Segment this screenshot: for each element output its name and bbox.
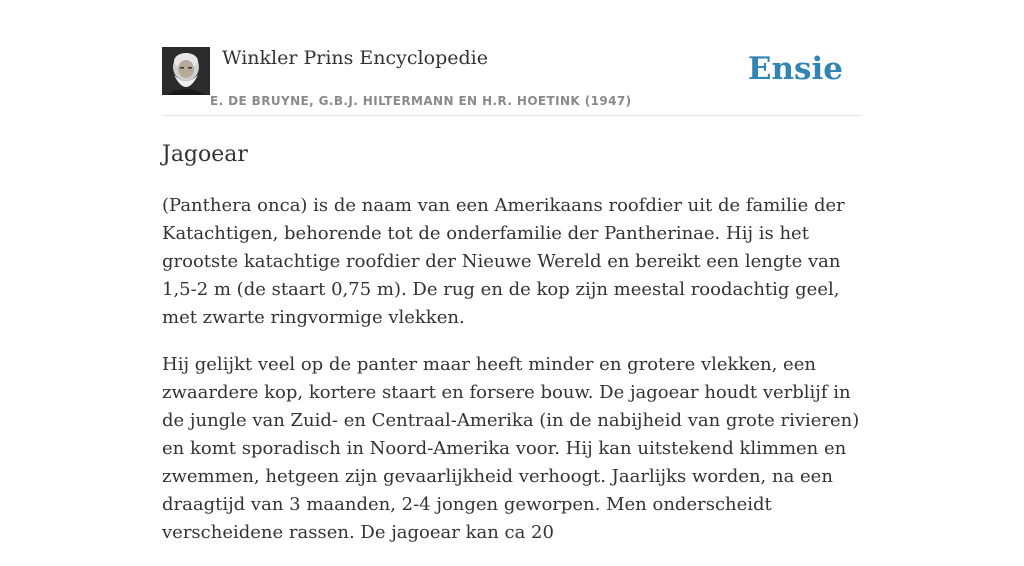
article-paragraph: Hij gelijkt veel op de panter maar heeft minder en grotere vlekken, een zwaardere kop, kortere staart en forsere bouw. De jagoear houdt verblijf in de jungle van Zuid- en Centraal-Amerika (in de nabijheid van grote rivieren) en komt sporadisch in Noord-Amerika voor. Hij kan uitstekend klimmen en zwemmen, hetgeen zijn gevaarlijkheid verhoogt. Jaarlijks worden, na een draagtijd van 3 maanden, 2-4 jongen geworpen. Men onderscheidt verscheidene rassen. De jagoear kan ca 20 [162,354,860,543]
article-body [162,192,862,566]
article-paragraph: (Panthera onca) is de naam van een Amerikaans roofdier uit de familie der Katachtigen, behorende tot de onderfamilie der Pantherinae. Hij is het grootste katachtige roofdier der Nieuwe Wereld en bereikt een lengte van 1,5-2 m (de staart 0,75 m). De rug en de kop zijn meestal roodachtig geel, met zwarte ringvormige vlekken. [162,195,845,328]
article-title: Jagoear [162,142,248,167]
author-portrait-icon[interactable] [162,47,210,95]
header [162,0,862,116]
brand-logo[interactable]: Ensie [747,51,843,87]
site-title[interactable]: Winkler Prins Encyclopedie [222,47,488,69]
page [162,0,862,543]
authors-line: E. DE BRUYNE, G.B.J. HILTERMANN EN H.R. HOETINK (1947) [210,94,632,108]
